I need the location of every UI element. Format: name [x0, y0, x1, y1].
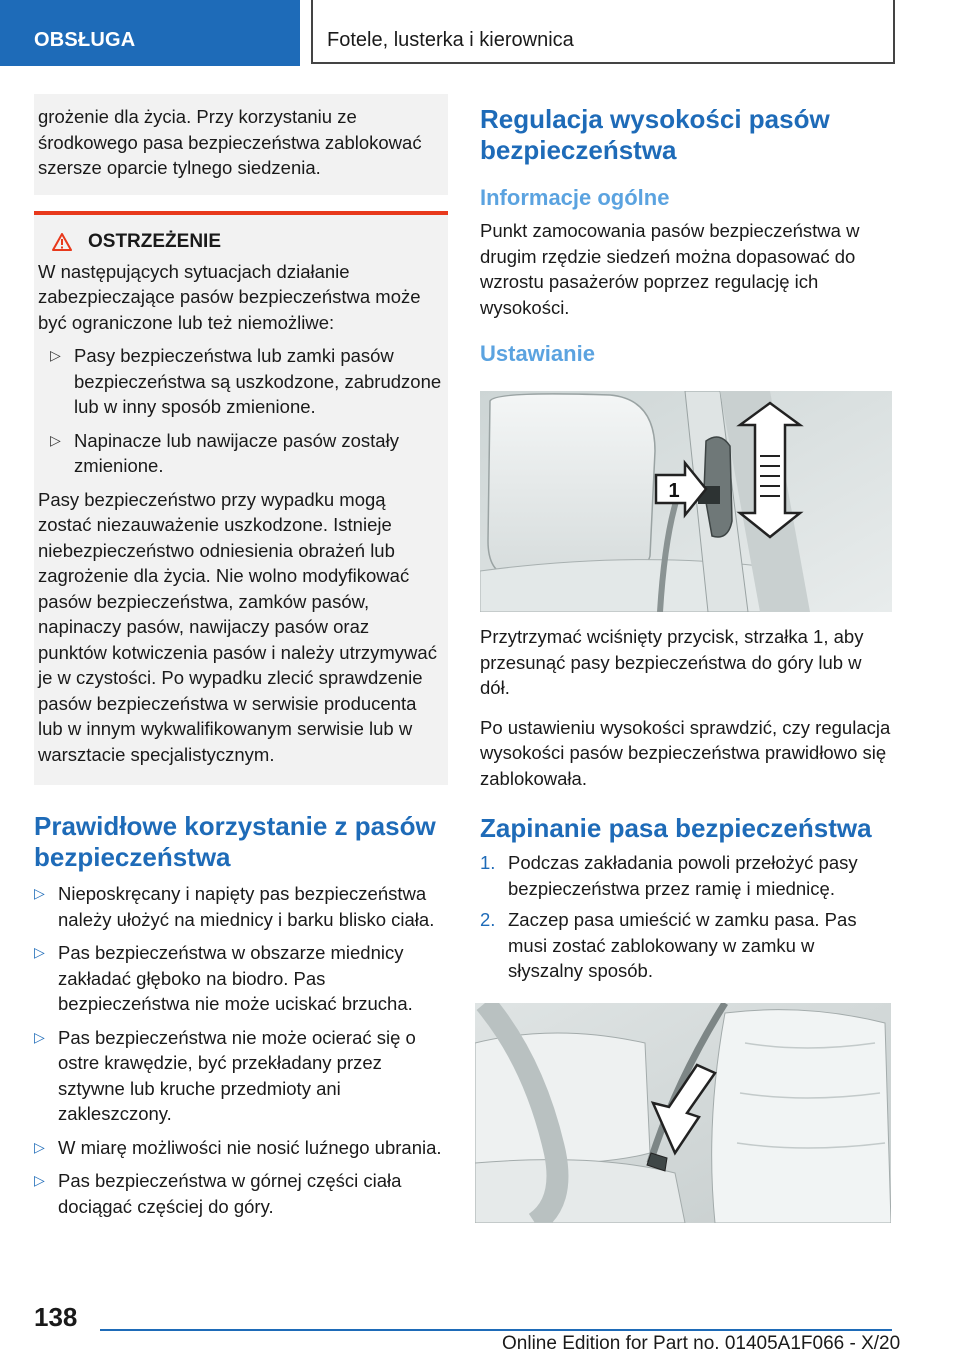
correct-use-heading: Prawidłowe korzystanie z pasów bezpieczeństwa — [34, 811, 436, 872]
list-item-text: Pas bezpieczeństwa nie może ocierać się o ostre krawędzie, być przekładany przez sztywne lub kruche przedmioty ani zakleszczony. — [58, 1026, 416, 1124]
fasten-steps — [480, 850, 892, 984]
arrow-1-label: 1 — [668, 480, 680, 502]
footer-divider — [100, 1329, 892, 1331]
warning-item-text: Pasy bezpieczeństwa lub zamki pasów bezpieczeństwa są uszkodzone, zabrudzone lub w inny sposób zmienione. — [74, 345, 442, 417]
triangle-bullet-icon: ▷ — [34, 944, 45, 960]
chapter-title: Fotele, lusterka i kierownica — [311, 0, 895, 64]
list-item-text: Nieposkręcany i napięty pas bezpieczeństwa należy ułożyć na miednicy i barku blisko ciała. — [58, 883, 435, 930]
list-item — [34, 1135, 448, 1161]
step-text: Zaczep pasa umieścić w zamku pasa. Pas musi zostać zablokowany w zamku w słyszalny sposób. — [508, 909, 857, 981]
belt-height-adjust-figure — [480, 391, 892, 612]
fasten-heading: Zapinanie pasa bezpieczeństwa — [480, 813, 872, 843]
warning-item-text: Napinacze lub nawijacze pasów zostały zmienione. — [74, 429, 399, 476]
list-item-text: Pas bezpieczeństwa w obszarze miednicy zakładać głęboko na biodro. Pas bezpieczeństwa nie może uciskać brzucha. — [58, 942, 413, 1014]
left-column — [34, 94, 448, 1227]
warning-list-item — [38, 428, 442, 479]
list-item-text: W miarę możliwości nie nosić luźnego ubrania. — [58, 1136, 442, 1158]
section-tab: OBSŁUGA — [0, 0, 300, 66]
triangle-bullet-icon: ▷ — [50, 431, 61, 448]
warning-list-item — [38, 343, 442, 420]
list-item — [34, 1025, 448, 1127]
step-text: Podczas zakładania powoli przełożyć pasy bezpieczeństwa przez ramię i miednicę. — [508, 852, 858, 899]
buckle-illustration — [475, 1003, 891, 1223]
step-number: 1. — [480, 852, 496, 873]
general-info-heading: Informacje ogólne — [480, 185, 670, 210]
adjust-text-1: Przytrzymać wciśnięty przycisk, strzałka 1, aby przesunąć pasy bezpieczeństwa do góry lub w dół. — [480, 626, 864, 698]
warning-header — [38, 231, 442, 253]
warning-intro: W następujących sytuacjach działanie zabezpieczające pasów bezpieczeństwa może być ograniczone lub też niemożliwe: — [38, 260, 421, 333]
adjust-heading: Ustawianie — [480, 341, 595, 366]
step-item — [480, 907, 892, 984]
correct-use-list — [34, 881, 448, 1219]
right-column-lower — [480, 624, 892, 990]
height-adjust-heading: Regulacja wysokości pasów bezpieczeństwa — [480, 104, 830, 165]
page-number: 138 — [34, 1302, 78, 1332]
triangle-bullet-icon: ▷ — [34, 885, 45, 901]
adjust-text-2: Po ustawieniu wysokości sprawdzić, czy regulacja wysokości pasów bezpieczeństwa prawidłowo się zablokowała. — [480, 716, 891, 789]
continued-text: grożenie dla życia. Przy korzystaniu ze środkowego pasa bezpieczeństwa zablokować szersze oparcie tylnego siedzenia. — [38, 106, 422, 178]
edition-text: Online Edition for Part no. 01405A1F066 - X/20 — [502, 1333, 901, 1354]
step-item — [480, 850, 892, 901]
buckle-figure — [475, 1003, 891, 1223]
triangle-bullet-icon: ▷ — [34, 1138, 45, 1155]
general-info-text: Punkt zamocowania pasów bezpieczeństwa w drugim rzędzie siedzeń można dopasować do wzrostu pasażerów poprzez regulację ich wysokości. — [480, 220, 860, 318]
right-column — [480, 94, 892, 368]
list-item — [34, 1168, 448, 1219]
continued-note-box — [34, 94, 448, 195]
triangle-bullet-icon: ▷ — [50, 347, 61, 363]
list-item — [34, 881, 448, 932]
triangle-bullet-icon: ▷ — [34, 1172, 45, 1188]
list-item-text: Pas bezpieczeństwa w górnej części ciała dociągać częściej do góry. — [58, 1170, 402, 1217]
warning-triangle-icon — [52, 233, 72, 251]
triangle-bullet-icon: ▷ — [34, 1028, 45, 1045]
warning-box — [34, 211, 448, 786]
warning-title: OSTRZEŻENIE — [88, 230, 222, 252]
step-number: 2. — [480, 909, 496, 930]
list-item — [34, 940, 448, 1017]
warning-body: Pasy bezpieczeństwo przy wypadku mogą zostać niezauważenie uszkodzone. Istnieje niebezpieczeństwo odniesienia obrażeń lub zagrożenie dla życia. Nie wolno modyfikować pasów bezpieczeństwa, zamków pasów, napinaczy pasów, nawijaczy pasów oraz punktów kotwiczenia pasów i należy utrzymywać je w czystości. Po wypadku zlecić sprawdzenie pasów bezpieczeństwa w serwisie producenta lub w innym wykwalifikowanym serwisie lub w warsztacie specjalistycznym. — [38, 488, 437, 765]
belt-adjuster-illustration — [480, 391, 892, 612]
